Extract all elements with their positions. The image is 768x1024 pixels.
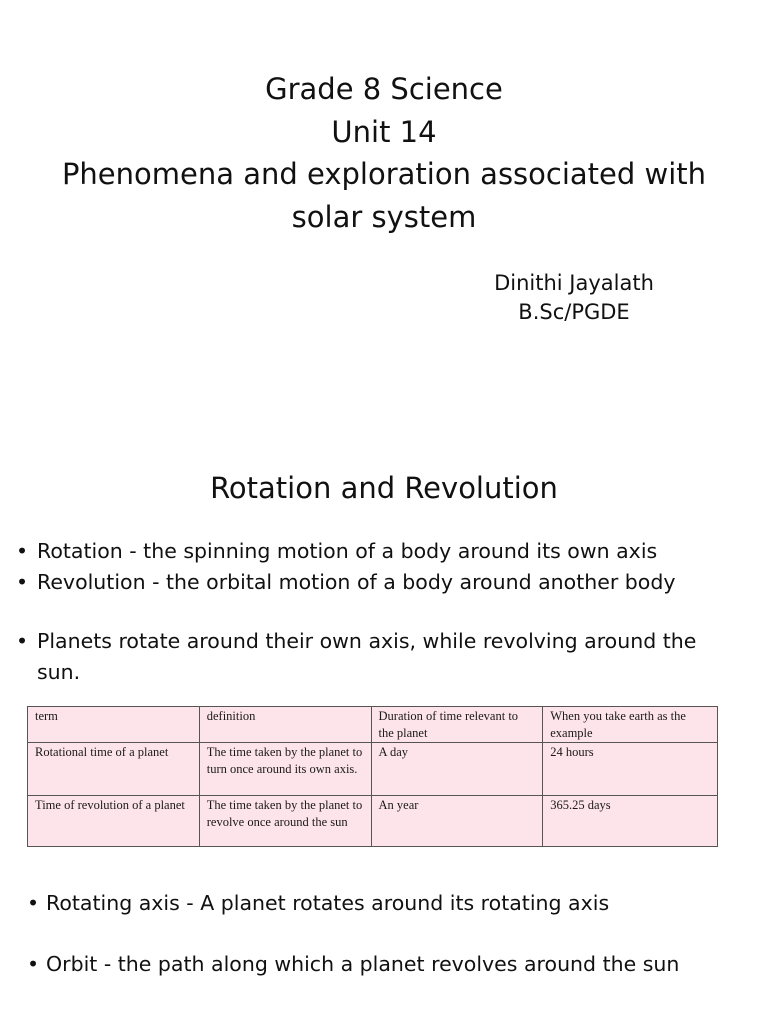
rotation-revolution-table	[27, 706, 718, 847]
table-row	[28, 743, 718, 796]
author-name: Dinithi Jayalath	[494, 271, 654, 295]
list-item-orbit	[27, 949, 727, 980]
bullet-text: Orbit - the path along which a planet revolves around the sun	[46, 952, 680, 976]
table-cell: A day	[371, 743, 543, 796]
bullet-text: Planets rotate around their own axis, while revolving around the sun.	[37, 629, 697, 684]
table-cell: Rotational time of a planet	[28, 743, 200, 796]
table-header-cell: term	[28, 707, 200, 743]
bullet-text: Rotating axis - A planet rotates around its rotating axis	[46, 891, 610, 915]
table-cell: Time of revolution of a planet	[28, 796, 200, 847]
table-header-row	[28, 707, 718, 743]
table-header-cell: definition	[199, 707, 371, 743]
bullet-text: Revolution - the orbital motion of a body around another body	[37, 570, 676, 594]
list-item-revolution	[16, 567, 716, 598]
table-cell: An year	[371, 796, 543, 847]
rotating-axis-list	[27, 888, 727, 919]
presentation-title	[40, 68, 728, 238]
bullet-text: Rotation - the spinning motion of a body around its own axis	[37, 539, 658, 563]
table-header-cell: When you take earth as the example	[543, 707, 718, 743]
title-line-unit: Unit 14	[331, 114, 437, 149]
bullet-icon: •	[16, 539, 29, 563]
bullet-icon: •	[27, 891, 40, 915]
table-cell: The time taken by the planet to turn once around its own axis.	[199, 743, 371, 796]
list-item-rotation	[16, 536, 716, 567]
orbit-list	[27, 949, 727, 980]
table-cell: The time taken by the planet to revolve once around the sun	[199, 796, 371, 847]
bullet-icon: •	[16, 629, 29, 653]
author-qualification: B.Sc/PGDE	[518, 300, 630, 324]
table-cell: 24 hours	[543, 743, 718, 796]
title-slide	[0, 0, 768, 440]
content-slide	[0, 440, 768, 1024]
title-line-topic: Phenomena and exploration associated with solar system	[61, 157, 707, 234]
table-header-cell: Duration of time relevant to the planet	[371, 707, 543, 743]
table-cell: 365.25 days	[543, 796, 718, 847]
planets-note-list	[16, 626, 716, 688]
definition-list	[16, 536, 716, 598]
bullet-icon: •	[16, 570, 29, 594]
bullet-icon: •	[27, 952, 40, 976]
list-item-planets	[16, 626, 716, 688]
author-info	[474, 269, 674, 327]
title-line-grade: Grade 8 Science	[265, 72, 503, 106]
list-item-rotating-axis	[27, 888, 727, 919]
table-row	[28, 796, 718, 847]
slide-title: Rotation and Revolution	[210, 471, 558, 505]
